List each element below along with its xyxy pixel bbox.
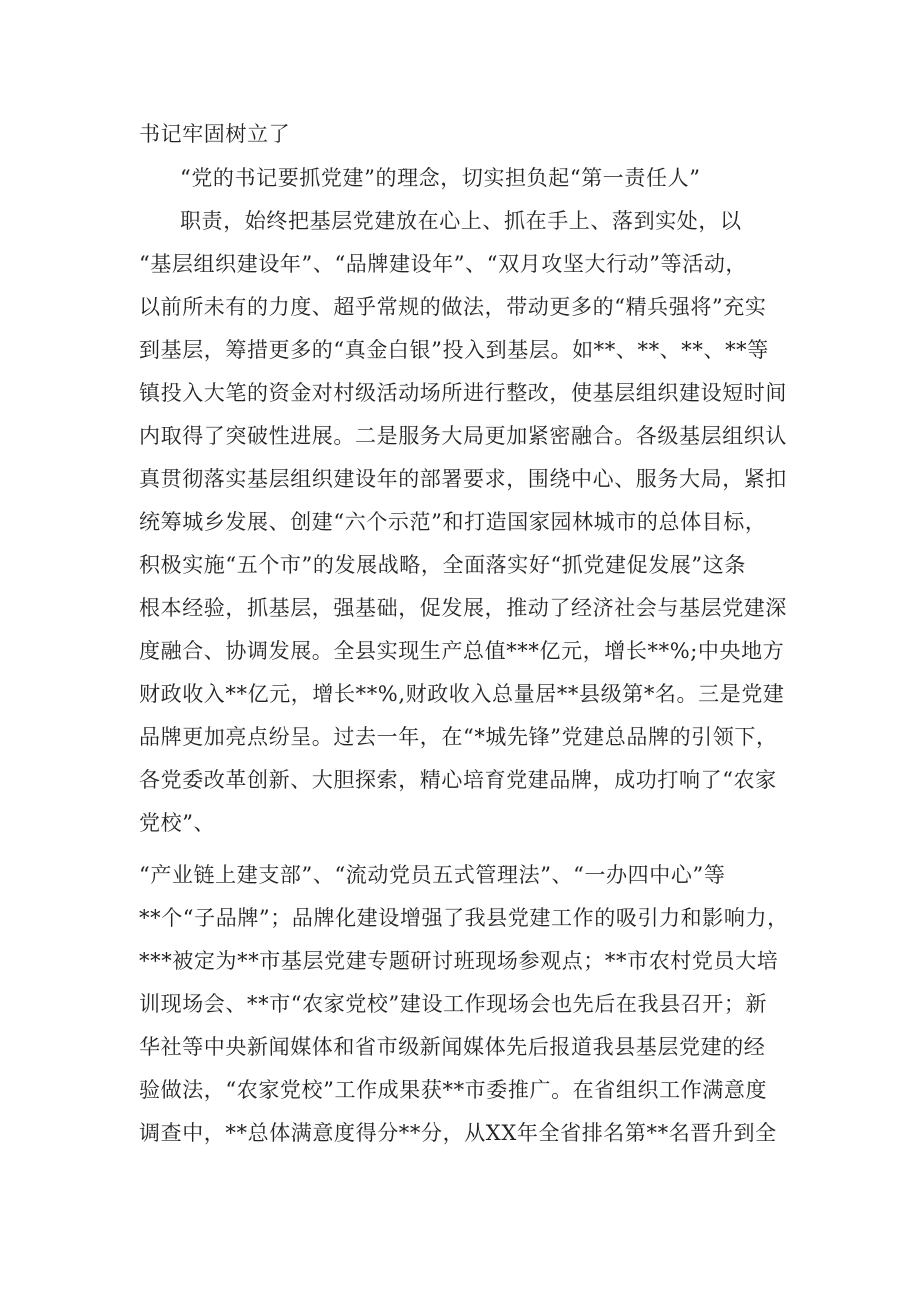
- text-line: 统筹城乡发展、创建“六个示范”和打造国家园林城市的总体目标，: [139, 510, 767, 534]
- text-line: 党校”、: [139, 811, 216, 835]
- text-line: 以前所未有的力度、超乎常规的做法，带动更多的“精兵强将”充实: [139, 295, 767, 319]
- text-line: 书记牢固树立了: [139, 122, 291, 146]
- text-line: 训现场会、**市“农家党校”建设工作现场会也先后在我县召开；新: [139, 992, 768, 1016]
- text-line: 镇投入大笔的资金对村级活动场所进行整改，使基层组织建设短时间: [139, 381, 787, 405]
- text-line: 真贯彻落实基层组织建设年的部署要求，围绕中心、服务大局，紧扣: [139, 467, 787, 491]
- text-line: “基层组织建设年”、“品牌建设年”、“双月攻坚大行动”等活动，: [139, 252, 748, 276]
- text-line: 职责，始终把基层党建放在心上、抓在手上、落到实处，以: [180, 209, 742, 233]
- text-line: 内取得了突破性进展。二是服务大局更加紧密融合。各级基层组织认: [139, 424, 787, 448]
- text-line: 到基层，筹措更多的“真金白银”投入到基层。如**、**、**、**等: [139, 338, 769, 362]
- text-line: 积极实施“五个市”的发展战略，全面落实好“抓党建促发展”这条: [139, 553, 746, 577]
- text-line: “产业链上建支部”、“流动党员五式管理法”、“一办四中心”等: [139, 863, 726, 887]
- text-line: 华社等中央新闻媒体和省市级新闻媒体先后报道我县基层党建的经: [139, 1035, 766, 1059]
- text-line: 根本经验，抓基层，强基础，促发展，推动了经济社会与基层党建深: [139, 596, 787, 620]
- text-line: ***被定为**市基层党建专题研讨班现场参观点；**市农村党员大培: [139, 949, 779, 973]
- text-line: 调查中，**总体满意度得分**分，从XX年全省排名第**名晋升到全: [139, 1121, 777, 1145]
- text-line: 财政收入**亿元，增长**%,财政收入总量居**县级第*名。三是党建: [139, 682, 785, 706]
- text-line: **个“子品牌”；品牌化建设增强了我县党建工作的吸引力和影响力，: [139, 906, 789, 930]
- text-line: “党的书记要抓党建”的理念，切实担负起“第一责任人”: [180, 166, 701, 190]
- text-line: 度融合、协调发展。全县实现生产总值***亿元，增长**%;中央地方: [139, 639, 785, 663]
- text-line: 品牌更加亮点纷呈。过去一年，在“*城先锋”党建总品牌的引领下，: [139, 725, 778, 749]
- text-line: 验做法，“农家党校”工作成果获**市委推广。在省组织工作满意度: [139, 1078, 768, 1102]
- text-line: 各党委改革创新、大胆探索，精心培育党建品牌，成功打响了“农家: [139, 768, 777, 792]
